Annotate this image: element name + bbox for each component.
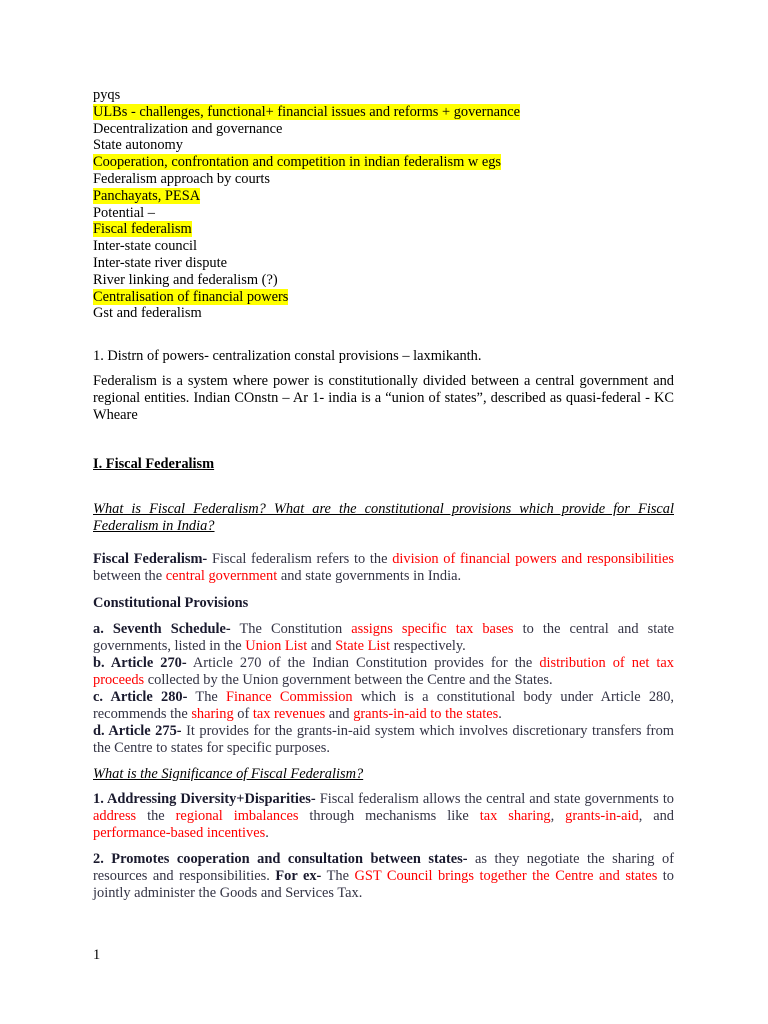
provisions-list: [93, 621, 674, 757]
provision-seventh-schedule: a. Seventh Schedule- The Constitution assigns specific tax bases to the central and state governments, listed in the Union List and State List respectively.: [93, 620, 674, 654]
question-heading: What is Fiscal Federalism? What are the constitutional provisions which provide for Fiscal Federalism in India?: [93, 500, 674, 534]
topic-item: [93, 289, 674, 306]
provision-article-270: b. Article 270- Article 270 of the Indian Constitution provides for the distribution of net tax proceeds collected by the Union government between the Centre and the States.: [93, 654, 674, 688]
key-phrase: Finance Commission: [226, 688, 353, 705]
topic-item: Decentralization and governance: [93, 120, 283, 137]
key-phrase: assigns specific tax bases: [351, 620, 514, 637]
key-phrase: grants-in-aid to the states: [353, 705, 499, 722]
topic-item: Potential –: [93, 204, 155, 221]
highlighted-text: Fiscal federalism: [93, 221, 192, 238]
topic-list: [93, 87, 674, 322]
highlighted-text: Centralisation of financial powers: [93, 288, 289, 305]
highlighted-text: ULBs - challenges, functional+ financial issues and reforms + governance: [93, 103, 521, 120]
topic-item: Gst and federalism: [93, 305, 202, 322]
fiscal-federalism-definition: Fiscal Federalism- Fiscal federalism refers to the division of financial powers and responsibilities between the central government and state governments in India.: [93, 550, 674, 584]
topic-item: [93, 104, 674, 121]
term-label: Fiscal Federalism-: [93, 550, 208, 567]
key-phrase: distribution of net tax proceeds: [93, 654, 674, 688]
spacer: [93, 473, 674, 501]
highlighted-text: Panchayats, PESA: [93, 187, 201, 204]
provision-article-280: c. Article 280- The Finance Commission which is a constitutional body under Article 280, recommends the sharing of tax revenues and grants-in-aid to the states.: [93, 688, 675, 722]
federalism-definition: Federalism is a system where power is constitutionally divided between a central government and regional entities. Indian COnstn – Ar 1- india is a “union of states”, described as quasi-federal - KC Wheare: [93, 372, 674, 423]
topic-item: [93, 221, 674, 238]
section-heading: I. Fiscal Federalism: [93, 455, 215, 472]
page-number: 1: [93, 947, 101, 963]
key-phrase: tax revenues: [252, 705, 326, 722]
topic-item: Inter-state river dispute: [93, 254, 227, 271]
provision-article-275: d. Article 275- It provides for the grants-in-aid system which involves discretionary transfers from the Centre to states for specific purposes.: [93, 722, 674, 756]
topic-item: [93, 188, 674, 205]
key-phrase: GST Council brings together the Centre and states: [354, 868, 658, 885]
spacer: [93, 424, 674, 456]
spacer: [93, 322, 674, 348]
key-phrase: tax sharing: [479, 808, 551, 825]
topic-item: pyqs: [93, 87, 121, 103]
key-phrase: State List: [335, 637, 390, 654]
significance-point-2: 2. Promotes cooperation and consultation between states- as they negotiate the sharing of resources and responsibilities. For ex- The GST Council brings together the Centre and states to jointly administer the Goods and Services Tax.: [93, 851, 675, 902]
significance-point-1: 1. Addressing Diversity+Disparities- Fiscal federalism allows the central and state governments to address the regional imbalances through mechanisms like tax sharing, grants-in-aid, and performance-based incentives.: [93, 791, 675, 842]
question-heading: What is the Significance of Fiscal Federalism?: [93, 765, 364, 782]
key-phrase: central government: [165, 567, 278, 584]
highlighted-text: Cooperation, confrontation and competition in indian federalism w egs: [93, 154, 502, 171]
topic-item: River linking and federalism (?): [93, 271, 278, 288]
topic-item: Federalism approach by courts: [93, 170, 271, 187]
key-phrase: regional imbalances: [175, 808, 299, 825]
topic-item: State autonomy: [93, 137, 183, 154]
key-phrase: grants-in-aid: [565, 808, 639, 825]
key-phrase: performance-based incentives: [93, 825, 266, 842]
key-phrase: Union List: [245, 637, 308, 654]
distribution-of-powers-line: 1. Distrn of powers- centralization constal provisions – laxmikanth.: [93, 348, 482, 365]
key-phrase: division of financial powers and responsibilities: [392, 550, 674, 567]
topic-item: [93, 154, 674, 171]
constitutional-provisions-heading: Constitutional Provisions: [93, 594, 249, 611]
key-phrase: sharing: [191, 705, 234, 722]
topic-item: Inter-state council: [93, 238, 197, 255]
key-phrase: address: [93, 808, 137, 825]
page-content: [93, 87, 674, 902]
